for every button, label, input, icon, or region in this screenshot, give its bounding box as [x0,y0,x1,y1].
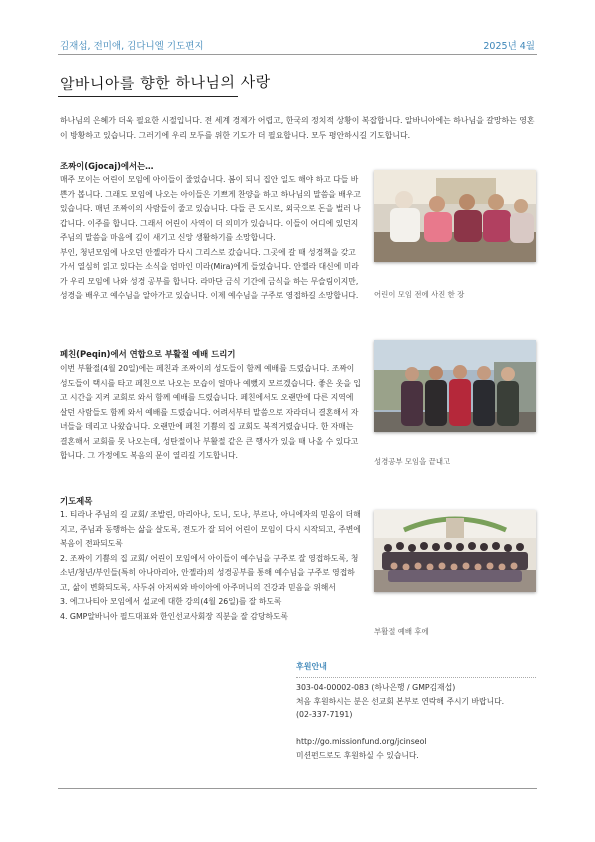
support-details [296,681,536,762]
prayer-item: 2. 조짜이 기쁨의 집 교회/ 어린이 모임에서 아이들이 예수님을 구주로 잘 영접하도록, 청소년/청년/부인들(특히 아나마리아, 안젤라)의 성경공부를 통해 예수님을 구주로 영접하고, 삶이 변화되도록, 사두쉬 아저씨와 바이아에 아주머니의 건강과 믿음을 위해서 [60,553,359,592]
section-heading-prayer: 기도제목 [60,496,93,506]
section-paragraph: 매주 모이는 어린이 모임에 아이들이 줄었습니다. 봄이 되니 집안 일도 해야 하고 다들 바쁜가 봅니다. 그래도 모임에 나오는 아이들은 기쁘게 찬양을 하고 하나님의 말씀을 배우고 있습니다. 매년 조짜이의 사람들이 줄고 있습니다. 다들 큰 도시로, 외국으로 돈을 벌러 나갑니다. 이주를 합니다. 그래서 어린이 사역이 더 의미가 있습니다. 이들이 어디에 있던지 주님의 말씀을 마음에 깊이 새기고 신앙 생활하기를 소망합니다. [60,175,361,242]
support-title: 후원안내 [296,662,327,671]
support-divider [296,677,536,678]
letter-date: 2025년 4월 [483,41,535,52]
page-header [58,34,537,54]
photo-children-meeting [374,170,536,262]
photo-easter-service [374,510,536,592]
section-heading-gjocaj: 조짜이(Gjocaj)에서는… [60,161,154,171]
prayer-item: 4. GMP알바니아 필드대표와 한인선교사회장 직분을 잘 감당하도록 [60,611,289,621]
missionfund-note: 미션펀드로도 후원하실 수 있습니다. [296,750,419,760]
missionfund-link[interactable]: http://go.missionfund.org/jcinseol [296,737,427,746]
section-body-gjocaj [60,173,363,304]
section-body-easter [60,362,363,464]
photo-caption: 부활절 예배 후에 [374,627,429,636]
section-paragraph: 이번 부활절(4월 20일)에는 페친과 조짜이의 성도들이 함께 예배를 드렸습니다. 조짜이 성도들이 택시를 타고 페친으로 나오는 모습이 얼마나 예뻤지 모르겠습니다. 좋은 옷을 입고 시간을 지켜 교회로 와서 함께 예배를 드렸습니다. 페친에서도 오랜만에 다른 지역에 살던 사람들도 함께 와서 예배를 드렸습니다. 어려서부터 말씀으로 자라더니 결혼해서 자녀들을 데리고 나왔습니다. 오랜만에 페친 기쁨의 집 교회도 북적거렸습니다. 한 자매는 결혼해서 교회를 못 나오는데, 성탄절이나 부활절 같은 큰 행사가 있을 때 나올 수 있다고 합니다. 그 가정에도 복음의 문이 열리길 기도합니다. [60,364,361,460]
title-underline [58,96,238,97]
prayer-item: 3. 에그나티아 모임에서 설교에 대한 강의(4월 26일)를 잘 하도록 [60,597,282,606]
letter-authors: 김재섭, 전미애, 김다니엘 기도편지 [60,41,204,52]
intro-paragraph: 하나님의 은혜가 더욱 필요한 시절입니다. 전 세계 경제가 어렵고, 한국의 정치적 상황이 복잡합니다. 알바니아에는 하나님을 갈망하는 영혼이 방황하고 있습니다. 그러기에 우리 모두를 위한 기도가 더 필요합니다. 모두 평안하시길 기도합니다. [60,116,535,140]
support-info [296,661,536,762]
footer-divider [58,788,537,789]
prayer-list [60,508,363,624]
bank-account: 303-04-00002-083 (하나은행 / GMP김재섭) [296,683,456,692]
support-phone: (02-337-7191) [296,710,353,719]
photo-bible-study [374,340,536,432]
prayer-item: 1. 티라나 주님의 길 교회/ 조발린, 마리아나, 도니, 도나, 부르나, 아니에자의 믿음이 더해 지고, 주님과 동행하는 삶을 살도록, 전도가 잘 되어 어린이 모임이 다시 시작되고, 주변에 복음이 전파되도록 [60,510,361,548]
support-note: 처음 후원하시는 분은 선교회 본부로 연락해 주시기 바랍니다. [296,696,505,706]
section-paragraph: 부인, 청년모임에 나오던 안젤라가 다시 그리스로 갔습니다. 그곳에 갈 때 성경책을 갖고 가서 열심히 읽고 있다는 소식을 엄마인 미라(Mira)에게 들었습니다. 안젤라 대신에 미라가 우리 모임에 나와 성경 공부를 합니다. 라마단 금식 기간에 금식을 하는 무슬림이지만, 성경을 배우고 예수님을 알아가고 있습니다. 이제 예수님을 구주로 영접하길 소망합니다. [60,247,359,300]
photo-caption: 어린이 모임 전에 사진 한 장 [374,290,465,299]
page-title: 알바니아를 향한 하나님의 사랑 [59,72,271,94]
header-divider [58,54,537,55]
section-heading-easter: 페친(Peqin)에서 연합으로 부활절 예배 드리기 [60,349,236,359]
photo-caption: 성경공부 모임을 끝내고 [374,457,451,466]
